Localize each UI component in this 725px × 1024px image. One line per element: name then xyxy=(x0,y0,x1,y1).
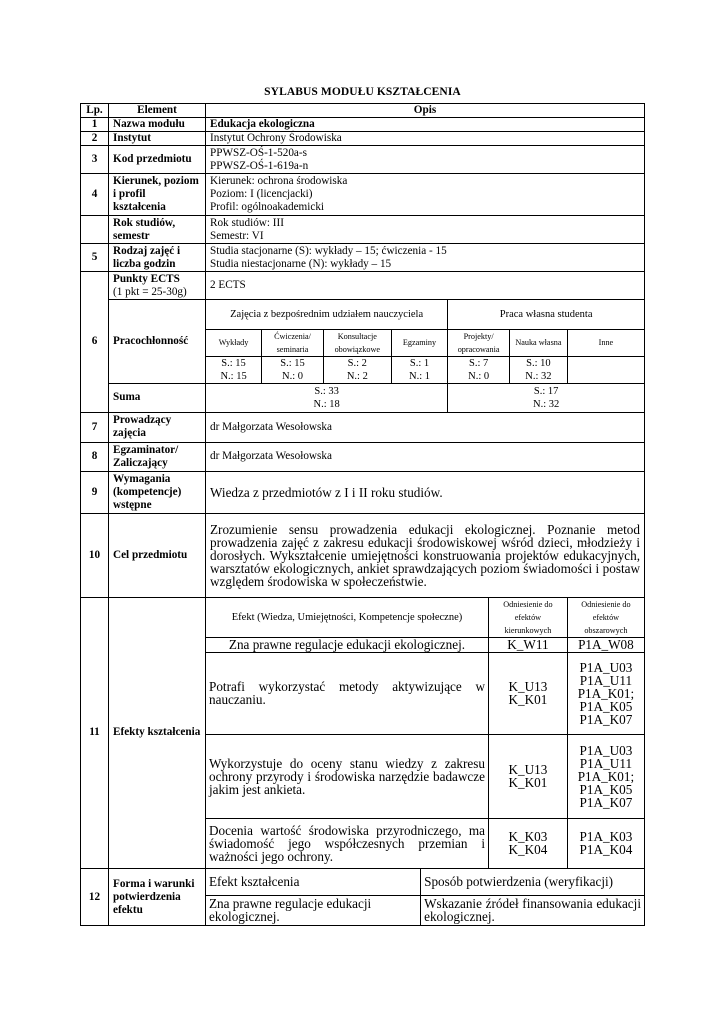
row-label: Forma i warunki potwierdzenia efektu xyxy=(109,869,206,926)
val-other xyxy=(567,356,644,383)
col-exercises: Ćwiczenia/ seminaria xyxy=(262,329,324,356)
val-consultations: S.: 2 N.: 2 xyxy=(323,356,391,383)
effect-text: Zna prawne regulacje edukacji ekologicznej. xyxy=(206,637,489,652)
row-value: Wiedza z przedmiotów z I i II roku studiów. xyxy=(206,471,645,513)
row-value xyxy=(206,146,645,174)
row-value: Instytut Ochrony Środowiska xyxy=(206,132,645,146)
ects-note: (1 pkt = 25-30g) xyxy=(113,285,187,298)
effect-row xyxy=(206,734,644,818)
row-number xyxy=(81,216,109,244)
effect-area: P1A_U03 P1A_U11 P1A_K01; P1A_K05 P1A_K07 xyxy=(567,652,644,734)
row-label: Rodzaj zajęć i liczba godzin xyxy=(109,244,206,272)
row-label xyxy=(109,272,206,300)
row-label: Kierunek, poziom i profil kształcenia xyxy=(109,174,206,216)
course-code-1: PPWSZ-OŚ-1-520a-s xyxy=(210,146,307,159)
val-exercises: S.: 15 N.: 0 xyxy=(262,356,324,383)
effect-row xyxy=(206,637,644,652)
row-value: Edukacja ekologiczna xyxy=(206,118,645,132)
effect-text: Wykorzystuje do oceny stanu wiedzy z zakresu ochrony przyrody i środowiska narzędzie badawcze jakim jest ankieta. xyxy=(206,734,489,818)
row-year-semester xyxy=(81,216,645,244)
row-label: Suma xyxy=(109,383,206,412)
semester-line: Semestr: VI xyxy=(210,229,264,242)
col-effect: Efekt kształcenia xyxy=(206,869,421,895)
table-header-row xyxy=(81,104,645,118)
row-number: 12 xyxy=(81,869,109,926)
col-self-study: Nauka własna xyxy=(510,329,568,356)
effect-row xyxy=(206,818,644,868)
row-number: 6 xyxy=(81,272,109,413)
col-lectures: Wykłady xyxy=(206,329,262,356)
effect-text: Docenia wartość środowiska przyrodniczego, ma świadomość jego współczesnych przemian i ważności jego ochrony. xyxy=(206,818,489,868)
effect-area: P1A_U03 P1A_U11 P1A_K01; P1A_K05 P1A_K07 xyxy=(567,734,644,818)
sum-direct: S.: 33 N.: 18 xyxy=(206,384,448,412)
col-consultations: Konsultacje obowiązkowe xyxy=(323,329,391,356)
col-method: Sposób potwierdzenia (weryfikacji) xyxy=(421,869,644,895)
row-label: Instytut xyxy=(109,132,206,146)
col-projects: Projekty/ opracowania xyxy=(448,329,510,356)
fulltime-hours: Studia stacjonarne (S): wykłady – 15; ćwiczenia - 15 xyxy=(210,244,447,257)
col-area: Odniesienie do efektów obszarowych xyxy=(567,598,644,638)
col-other: Inne xyxy=(567,329,644,356)
row-label: Kod przedmiotu xyxy=(109,146,206,174)
row-value: dr Małgorzata Wesołowska xyxy=(206,442,645,471)
val-exams: S.: 1 N.: 1 xyxy=(391,356,448,383)
row-value xyxy=(206,244,645,272)
course-code-2: PPWSZ-OŚ-1-619a-n xyxy=(210,159,309,172)
row-value: dr Małgorzata Wesołowska xyxy=(206,412,645,442)
row-label: Pracochłonność xyxy=(109,300,206,384)
effect-area: P1A_K03 P1A_K04 xyxy=(567,818,644,868)
row-ects xyxy=(81,272,645,300)
row-field-of-study xyxy=(81,174,645,216)
sum-own: S.: 17 N.: 32 xyxy=(533,385,560,410)
row-label: Cel przedmiotu xyxy=(109,513,206,597)
verification-grid xyxy=(206,869,645,926)
row-learning-outcomes xyxy=(81,597,645,869)
header-lp: Lp. xyxy=(81,104,109,118)
row-number: 5 xyxy=(81,244,109,272)
verification-effect: Zna prawne regulacje edukacji ekologicznej. xyxy=(206,895,421,925)
group-own: Praca własna studenta xyxy=(448,300,644,329)
header-opis: Opis xyxy=(206,104,645,118)
row-label: Egzaminator/ Zaliczający xyxy=(109,442,206,471)
row-institute xyxy=(81,132,645,146)
year-line: Rok studiów: III xyxy=(210,216,284,229)
row-workload xyxy=(81,300,645,384)
header-element: Element xyxy=(109,104,206,118)
row-course-goal xyxy=(81,513,645,597)
row-prerequisites xyxy=(81,471,645,513)
workload-grid xyxy=(206,300,645,384)
row-value xyxy=(206,174,645,216)
level-line: Poziom: I (licencjacki) xyxy=(210,188,313,200)
col-effect: Efekt (Wiedza, Umiejętności, Kompetencje społeczne) xyxy=(206,598,489,638)
row-number: 8 xyxy=(81,442,109,471)
outcomes-grid xyxy=(206,597,645,869)
row-label: Nazwa modułu xyxy=(109,118,206,132)
row-class-type xyxy=(81,244,645,272)
row-verification xyxy=(81,869,645,926)
row-value: Zrozumienie sensu prowadzenia edukacji ekologicznej. Poznanie metod prowadzenia zajęć z zakresu edukacji środowiskowej wśród dzieci, młodzieży i dorosłych. Wykształcenie umiejętności konstruowania projektów edukacyjnych, warsztatów ekologicznych, ankiet sprawdzających poziom świadomości i postaw względem środowiska w społeczeństwie. xyxy=(206,513,645,597)
row-number: 3 xyxy=(81,146,109,174)
row-sum xyxy=(81,383,645,412)
effect-dir: K_K03 K_K04 xyxy=(489,818,568,868)
effect-text: Potrafi wykorzystać metody aktywizujące w nauczaniu. xyxy=(206,652,489,734)
row-label: Wymagania (kompetencje) wstępne xyxy=(109,471,206,513)
row-label: Rok studiów, semestr xyxy=(109,216,206,244)
ects-value: 2 ECTS xyxy=(206,272,645,300)
row-label: Efekty kształcenia xyxy=(109,597,206,869)
effect-dir: K_U13 K_K01 xyxy=(489,734,568,818)
effect-dir: K_U13 K_K01 xyxy=(489,652,568,734)
row-course-code xyxy=(81,146,645,174)
ects-label: Punkty ECTS xyxy=(113,272,180,285)
effect-row xyxy=(206,652,644,734)
col-directional: Odniesienie do efektów kierunkowych xyxy=(489,598,568,638)
effect-area: P1A_W08 xyxy=(567,637,644,652)
group-direct: Zajęcia z bezpośrednim udziałem nauczyciela xyxy=(206,300,448,329)
row-number: 2 xyxy=(81,132,109,146)
row-number: 7 xyxy=(81,412,109,442)
row-value xyxy=(206,216,645,244)
val-projects: S.: 7 N.: 0 xyxy=(448,356,510,383)
syllabus-table xyxy=(80,103,645,926)
val-self-study: S.: 10 N.: 32 xyxy=(510,356,568,383)
verification-method: Wskazanie źródeł finansowania edukacji ekologicznej. xyxy=(421,895,644,925)
row-module-name xyxy=(81,118,645,132)
field-line: Kierunek: ochrona środowiska xyxy=(210,175,348,187)
col-exams: Egzaminy xyxy=(391,329,448,356)
row-number: 9 xyxy=(81,471,109,513)
row-number: 4 xyxy=(81,174,109,216)
val-lectures: S.: 15 N.: 15 xyxy=(206,356,262,383)
parttime-hours: Studia niestacjonarne (N): wykłady – 15 xyxy=(210,257,392,270)
row-number: 11 xyxy=(81,597,109,869)
profile-line: Profil: ogólnoakademicki xyxy=(210,201,325,213)
row-number: 10 xyxy=(81,513,109,597)
effect-dir: K_W11 xyxy=(489,637,568,652)
row-lecturer xyxy=(81,412,645,442)
document-title: SYLABUS MODUŁU KSZTAŁCENIA xyxy=(264,86,461,98)
row-label: Prowadzący zajęcia xyxy=(109,412,206,442)
row-examiner xyxy=(81,442,645,471)
sum-grid xyxy=(206,383,645,412)
row-number: 1 xyxy=(81,118,109,132)
